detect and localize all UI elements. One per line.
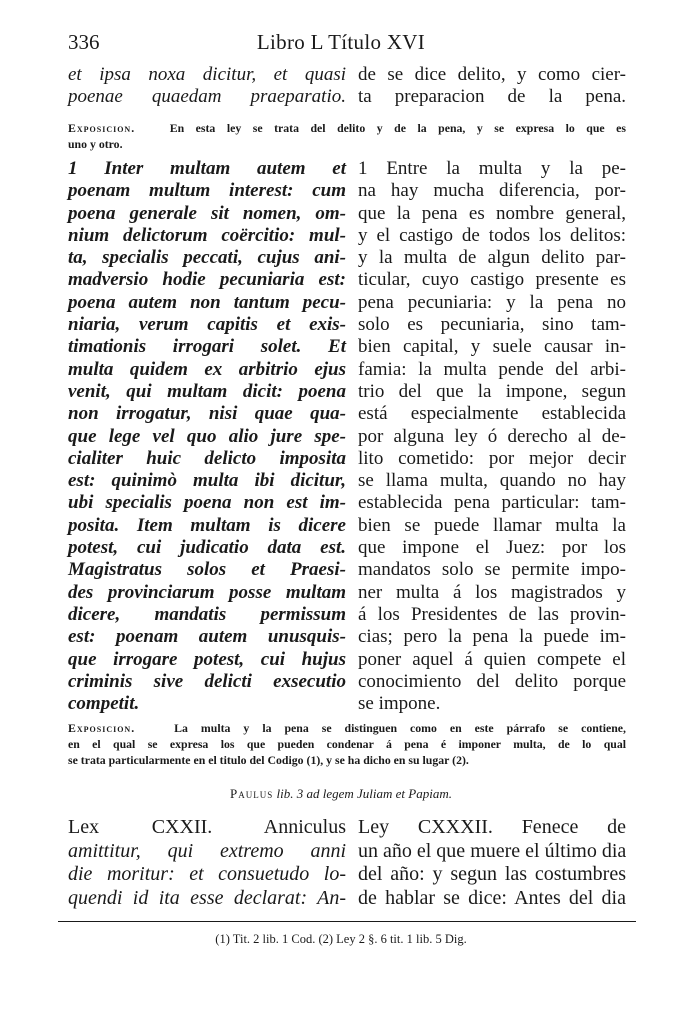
text-line: amittitur, qui extremo anni	[68, 839, 346, 862]
exposicion-text: se trata particularmente en el titulo del Codigo (1), y se ha dicho en su lugar (2).	[68, 753, 469, 767]
top-latin-column	[68, 64, 346, 108]
text-line: conocimiento del delito porque	[358, 670, 626, 692]
page-number: 336	[68, 30, 100, 54]
text-line: poenam multum interest: cum	[68, 180, 346, 202]
text-line: está especialmente establecida	[358, 403, 626, 425]
text-line: Lex CXXII. Anniculus	[68, 816, 346, 838]
top-spanish-column	[358, 64, 626, 108]
section1-latin-column	[68, 158, 346, 715]
text-line: bien capital, y suele causar in-	[358, 336, 626, 358]
text-line: establecida pena particular: tam-	[358, 492, 626, 514]
text-line: poner aquel á quien compete el	[358, 648, 626, 670]
text-line: á los Presidentes de las provin-	[358, 603, 626, 625]
text-line: des provinciarum posse multam	[68, 581, 346, 603]
text-line: timationis irrogari solet. Et	[68, 336, 346, 358]
text-line: poena autem non tantum pecu-	[68, 291, 346, 313]
text-line: solo es pecuniaria, sino tam-	[358, 314, 626, 336]
exposicion-text: La multa y la pena se distinguen como en este párrafo se contiene,	[174, 721, 626, 735]
source-attribution	[0, 786, 682, 802]
exposicion-note-1	[68, 120, 626, 152]
text-line: y el castigo de todos los delitos:	[358, 224, 626, 246]
text-line: competit.	[68, 693, 140, 715]
exposicion-note-2	[68, 720, 626, 768]
text-line: poenae quaedam praeparatio.	[68, 86, 346, 107]
text-line: del año: y segun las costumbres	[358, 863, 626, 885]
exposicion-text-cont: uno y otro.	[68, 137, 123, 151]
source-reference: lib. 3 ad legem Juliam et Papiam.	[276, 786, 452, 801]
text-line: un año el que muere el último dia	[358, 839, 627, 862]
text-line: est: poenam autem unusquis-	[68, 626, 346, 648]
text-line: quendi id ita esse declarat: An-	[68, 886, 346, 909]
text-line: que impone el Juez: por los	[358, 537, 626, 559]
text-line: ta, specialis peccati, cujus ani-	[68, 247, 346, 269]
text-line: Ley CXXXII. Fenece de	[358, 816, 626, 838]
text-line: y la multa de algun delito par-	[358, 247, 626, 269]
text-line: que irrogare potest, cui hujus	[68, 648, 346, 670]
text-line: de se dice delito, y como cier-	[358, 64, 626, 85]
section1-spanish-column	[358, 158, 626, 715]
text-line: ner multa á los magistrados y	[358, 581, 626, 603]
text-line: pena pecuniaria: y la pena no	[358, 291, 626, 313]
text-line: poena generale sit nomen, om-	[68, 202, 346, 224]
text-line: criminis sive delicti exsecutio	[68, 670, 346, 692]
text-line: ticular, cuyo castigo presente es	[358, 269, 626, 291]
text-line: que lege vel quo alio jure spe-	[68, 425, 346, 447]
text-line: por alguna ley ó derecho al de-	[358, 425, 626, 447]
text-line: madversio hodie pecuniaria est:	[68, 269, 346, 291]
footnote-divider	[58, 921, 636, 922]
text-line: de hablar se dice: Antes del dia	[358, 886, 626, 909]
text-line: venit, qui multam dicit: poena	[68, 380, 346, 402]
lex122-latin-column	[68, 816, 346, 910]
lex122-spanish-column	[358, 816, 626, 910]
text-line: Magistratus solos et Praesi-	[68, 559, 346, 581]
text-line: multa quidem ex arbitrio ejus	[68, 358, 346, 380]
text-line: et ipsa noxa dicitur, et quasi	[68, 64, 346, 85]
exposicion-text: En esta ley se trata del delito y de la pena, y se expresa lo que es	[169, 121, 626, 135]
exposicion-label: Exposicion.	[68, 121, 136, 135]
text-line: que la pena es nombre general,	[358, 202, 626, 224]
running-title: Libro L Título XVI	[256, 30, 426, 54]
text-line: niaria, verum capitis et exis-	[68, 314, 346, 336]
text-line: bien se puede llamar multa la	[358, 514, 626, 536]
text-line: potest, cui judicatio data est.	[68, 537, 346, 559]
text-line: posita. Item multam is dicere	[68, 514, 346, 536]
text-line: 1 Inter multam autem et	[68, 158, 346, 179]
text-line: ta preparacion de la pena.	[358, 86, 626, 107]
text-line: die moritur: et consuetudo lo-	[68, 863, 346, 885]
text-line: ubi specialis poena non est im-	[68, 492, 346, 514]
author-name: Paulus	[230, 786, 274, 801]
exposicion-text: en el qual se expresa los que pueden condenar á pena é imponer multa, de lo qual	[68, 737, 626, 751]
text-line: 1 Entre la multa y la pe-	[358, 158, 626, 179]
text-line: dicere, mandatis permissum	[68, 603, 346, 625]
text-line: est: quinimò multa ibi dicitur,	[68, 470, 346, 492]
text-line: trio del que la impone, segun	[358, 380, 626, 402]
text-line: non irrogatur, nisi quae qua-	[68, 403, 346, 425]
text-line: lito cometido: por mejor decir	[358, 447, 626, 469]
text-line: se impone.	[358, 693, 441, 715]
text-line: nium delictorum coërcitio: mul-	[68, 224, 346, 246]
exposicion-label: Exposicion.	[68, 721, 136, 735]
text-line: mandatos solo se permite impo-	[358, 559, 626, 581]
text-line: cias; pero la pena la puede im-	[358, 626, 626, 648]
text-line: se llama multa, quando no hay	[358, 470, 626, 492]
text-line: famia: la multa pende del arbi-	[358, 358, 626, 380]
text-line: na hay mucha diferencia, por-	[358, 180, 626, 202]
footnotes: (1) Tit. 2 lib. 1 Cod. (2) Ley 2 §. 6 tit. 1 lib. 5 Dig.	[215, 932, 467, 946]
text-line: cialiter huic delicto imposita	[68, 447, 346, 469]
